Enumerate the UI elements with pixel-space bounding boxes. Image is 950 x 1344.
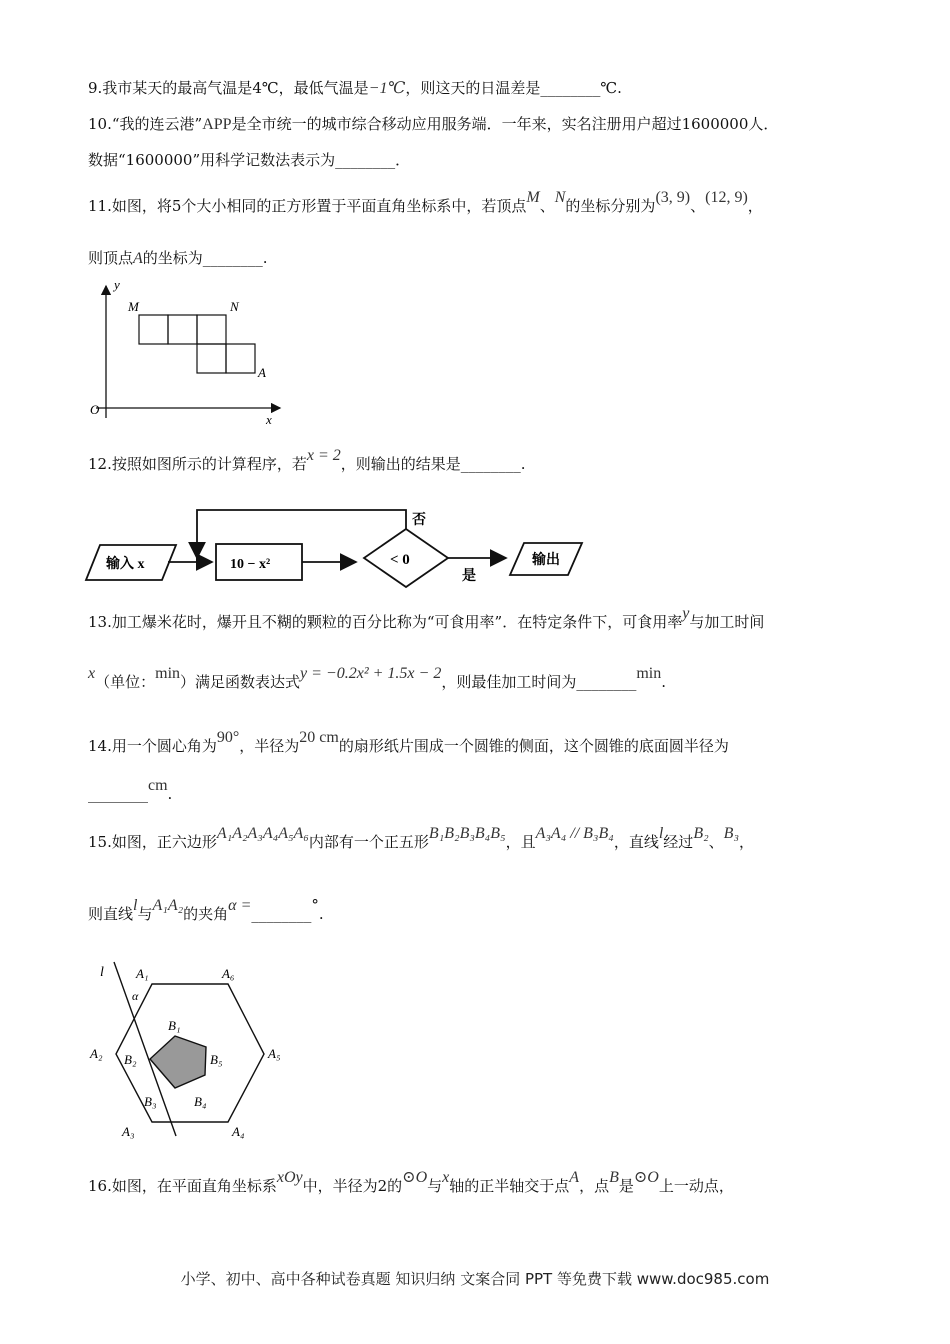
fig15-A5-label: A₅ [268,1046,281,1061]
pentagon [150,1036,206,1088]
question-9: 9.我市某天的最高气温是4℃，最低气温是−1℃，则这天的日温差是________℃. [88,79,622,97]
fig15-A3-label: A₃ [122,1124,135,1139]
question-15-line-1: 15.如图，正六边形A₁A₂A₃A₄A₅A₆内部有一个正五形B₁B₂B₃B₄B₅，且A₃A₄ // B₃B₄，直线l经过B₂、B₃， [88,825,755,851]
fig15-A2-label: A₂ [90,1046,103,1061]
question-13-line-1: 13.加工爆米花时，爆开且不糊的颗粒的百分比称为“可食用率”．在特定条件下，可食用率y与加工时间 [88,605,765,631]
flow-cond-label: < 0 [390,552,410,568]
fig11-M-label: M [128,299,139,314]
fig11-y-label: y [114,278,120,292]
flow-input-label: 输入 x [106,557,145,572]
question-14-line-2: ________cm. [88,777,173,803]
question-11-line-1: 11.如图，将5个大小相同的正方形置于平面直角坐标系中，若顶点M、N的坐标分别为(3, 9)、(12, 9)， [88,189,763,215]
question-16: 16.如图，在平面直角坐标系xOy中，半径为2的⊙O与x轴的正半轴交于点A，点B是⊙O上一动点， [88,1169,734,1195]
q12-flowchart [84,500,584,590]
fig11-A-label: A [258,365,266,380]
flow-calc-label: 10 − x² [230,557,271,572]
q11-figure [84,278,294,428]
fig11-O-label: O [90,402,100,417]
fig11-N-label: N [230,299,239,314]
question-15-line-2: 则直线l与A₁A₂的夹角α =________°. [88,896,324,923]
fig15-B1-label: B₁ [168,1018,181,1033]
fig15-A1-label: A₁ [136,966,149,981]
fig15-A6-label: A₆ [222,966,235,981]
question-12: 12.按照如图所示的计算程序，若x = 2，则输出的结果是________. [88,447,526,473]
question-10-line-2: 数据“1600000”用科学记数法表示为________． [88,151,411,169]
question-14-line-1: 14.用一个圆心角为90°，半径为20 cm的扇形纸片围成一个圆锥的侧面，这个圆锥的底面圆半径为 [88,729,729,755]
question-10-line-1: 10.“我的连云港”APP是全市统一的城市综合移动应用服务端．一年来，实名注册用户超过1600000人． [88,115,779,133]
fig15-B5-label: B₅ [210,1052,223,1067]
question-13-line-2: x（单位：min）满足函数表达式y = −0.2x² + 1.5x − 2，则最佳加工时间为________min. [88,665,667,691]
fig15-B4-label: B₄ [194,1094,207,1109]
page-footer: 小学、初中、高中各种试卷真题 知识归纳 文案合同 PPT 等免费下载 www.doc985.com [180,1270,770,1288]
fig15-B3-label: B₃ [144,1094,157,1109]
fig15-l-label: l [100,965,104,980]
flow-no-label: 否 [412,513,426,528]
flow-output-label: 输出 [532,553,560,568]
question-11-line-2: 则顶点A的坐标为________. [88,249,268,267]
fig15-alpha-label: α [132,989,139,1003]
q9-min-temp: −1℃ [368,80,406,97]
q15-figure [84,960,304,1140]
squares [139,315,255,373]
fig15-B2-label: B₂ [124,1052,137,1067]
fig11-x-label: x [266,412,272,427]
fig15-A4-label: A₄ [232,1124,245,1139]
flow-yes-label: 是 [462,569,476,584]
